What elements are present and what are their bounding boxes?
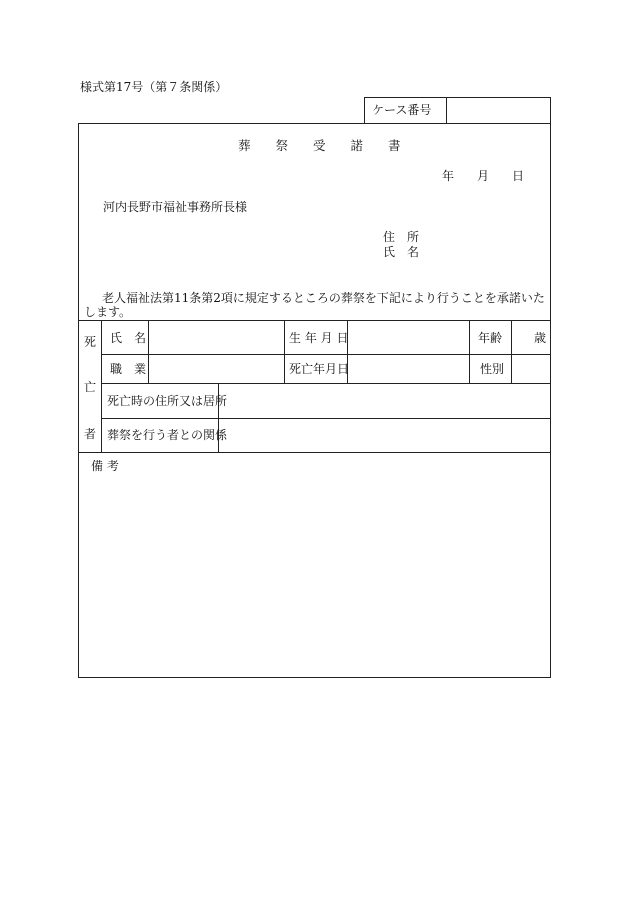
table-bottom-line <box>78 452 550 453</box>
applicant-address-label: 住 所 <box>383 230 420 244</box>
table-row-line-3 <box>101 418 550 419</box>
case-number-field[interactable] <box>452 103 546 117</box>
label-column-line <box>148 320 149 383</box>
sex-label: 性別 <box>480 362 505 376</box>
body-text-line1: 老人福祉法第11条第2項に規定するところの葬祭を下記により行うことを承諾いた <box>102 291 545 305</box>
age-unit: 歳 <box>534 331 547 345</box>
case-number-label: ケース番号 <box>372 103 432 117</box>
name-label: 氏 名 <box>110 331 147 345</box>
table-row-line-2 <box>101 383 550 384</box>
birth-date-field[interactable] <box>349 322 467 353</box>
addressee: 河内長野市福祉事務所長様 <box>103 200 248 214</box>
body-text-line2: します。 <box>84 305 132 319</box>
mid-column-line-1 <box>284 320 285 383</box>
age-label: 年齢 <box>478 331 503 345</box>
remarks-label: 備 考 <box>91 459 119 473</box>
occupation-field[interactable] <box>150 356 282 382</box>
address-at-death-field[interactable] <box>220 385 549 417</box>
date-day: 日 <box>512 169 525 183</box>
case-number-divider <box>446 97 447 123</box>
death-date-field[interactable] <box>349 356 467 382</box>
address-at-death-label: 死亡時の住所又は居所 <box>107 394 228 408</box>
name-field[interactable] <box>150 322 282 353</box>
relation-label: 葬祭を行う者との関係 <box>107 428 228 442</box>
date-year: 年 <box>442 169 455 183</box>
sex-field[interactable] <box>513 356 549 382</box>
occupation-label: 職 業 <box>110 362 147 376</box>
mid-column-line-4 <box>511 320 512 383</box>
form-title: 葬 祭 受 諾 書 <box>238 138 401 153</box>
deceased-side-label-2: 亡 <box>84 380 97 394</box>
birth-date-label: 生 年 月 日 <box>289 331 349 345</box>
form-number: 様式第17号（第７条関係） <box>80 80 228 94</box>
applicant-name-label: 氏 名 <box>383 245 420 259</box>
relation-field[interactable] <box>220 420 549 451</box>
death-date-label: 死亡年月日 <box>289 362 350 376</box>
deceased-side-label-3: 者 <box>84 427 97 441</box>
side-column-line <box>101 320 102 452</box>
date-month: 月 <box>477 169 490 183</box>
remarks-field[interactable] <box>80 475 549 675</box>
mid-column-line-3 <box>469 320 470 383</box>
deceased-side-label-1: 死 <box>84 335 97 349</box>
table-row-line-1 <box>101 354 550 355</box>
